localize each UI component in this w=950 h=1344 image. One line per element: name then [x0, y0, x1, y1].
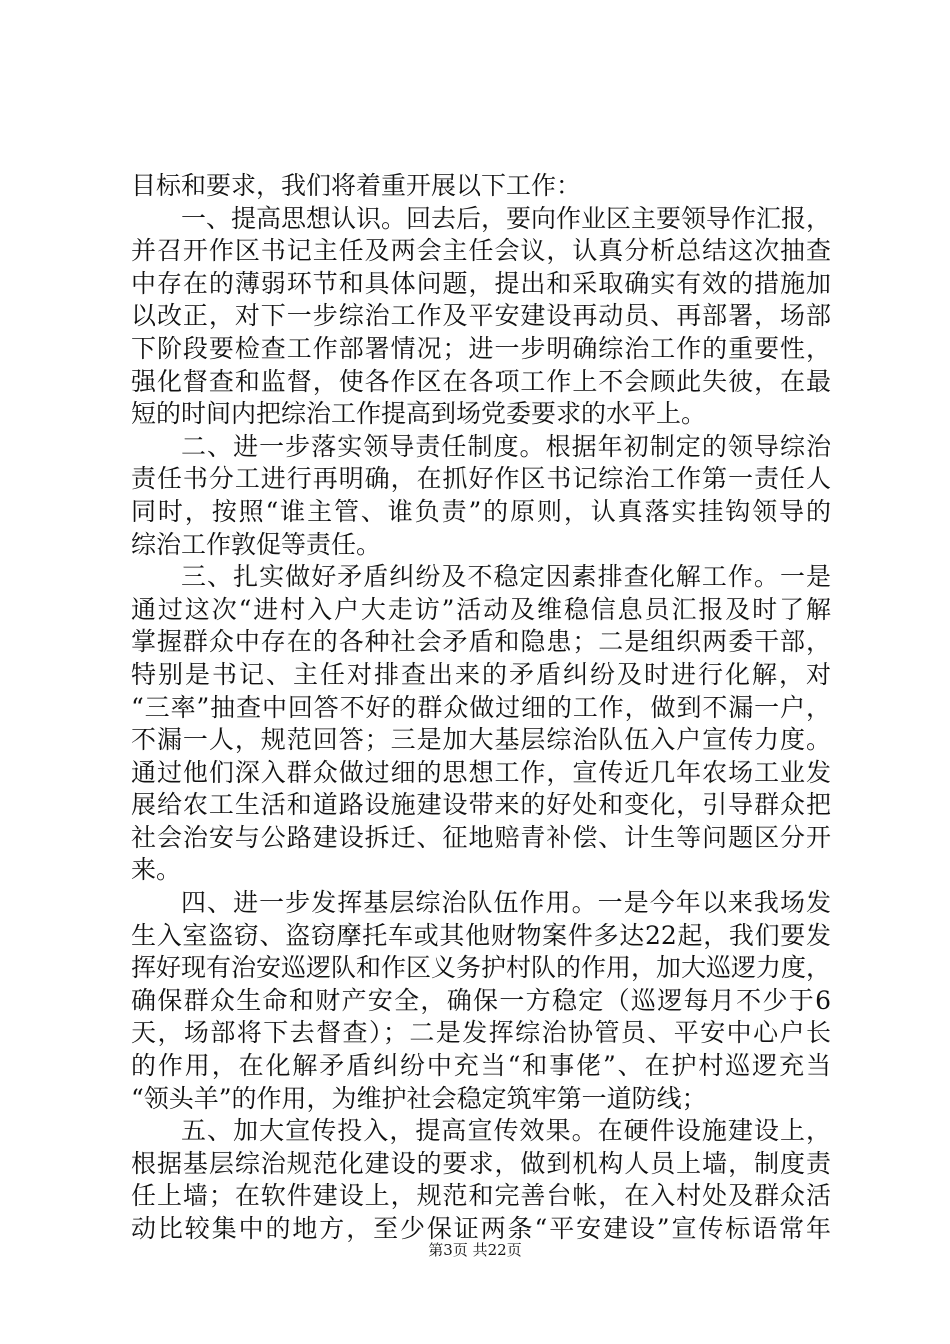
text-line: 下阶段要检查工作部署情况；进一步明确综治工作的重要性，	[131, 333, 831, 363]
text-line: 并召开作区书记主任及两会主任会议，认真分析总结这次抽查	[131, 236, 831, 266]
text-line: 特别是书记、主任对排查出来的矛盾纠纷及时进行化解，对	[131, 659, 831, 689]
text-line: 四、进一步发挥基层综治队伍作用。一是今年以来我场发	[181, 888, 831, 918]
text-line: 一、提高思想认识。回去后，要向作业区主要领导作汇报，	[181, 203, 832, 233]
text-line: 综治工作敦促等责任。	[131, 529, 382, 559]
text-line: 强化督查和监督，使各作区在各项工作上不会顾此失彼，在最	[131, 366, 831, 396]
text-line: 任上墙；在软件建设上，规范和完善台帐，在入村处及群众活	[131, 1181, 831, 1211]
text-line: 二、进一步落实领导责任制度。根据年初制定的领导综治	[181, 431, 831, 461]
text-line: 责任书分工进行再明确，在抓好作区书记综治工作第一责任人	[131, 464, 831, 494]
text-line: 的作用，在化解矛盾纠纷中充当“和事佬”、在护村巡逻充当	[131, 1051, 831, 1081]
text-line: 社会治安与公路建设拆迁、征地赔青补偿、计生等问题区分开	[131, 822, 831, 852]
text-line: 确保群众生命和财产安全，确保一方稳定（巡逻每月不少于6	[131, 985, 831, 1015]
text-line: 挥好现有治安巡逻队和作区义务护村队的作用，加大巡逻力度，	[131, 953, 832, 983]
text-line: 短的时间内把综治工作提高到场党委要求的水平上。	[131, 399, 707, 429]
text-line: 同时，按照“谁主管、谁负责”的原则，认真落实挂钩领导的	[131, 496, 831, 526]
text-line: 动比较集中的地方，至少保证两条“平安建设”宣传标语常年	[131, 1214, 831, 1243]
text-line: 不漏一人，规范回答；三是加大基层综治队伍入户宣传力度。	[131, 725, 831, 755]
text-line: 天，场部将下去督查）；二是发挥综治协管员、平安中心户长	[131, 1018, 831, 1048]
text-line: 掌握群众中存在的各种社会矛盾和隐患；二是组织两委干部，	[131, 627, 831, 657]
text-line: 以改正，对下一步综治工作及平安建设再动员、再部署，场部	[131, 301, 831, 331]
text-line: 来。	[131, 855, 182, 885]
text-line: 五、加大宣传投入，提高宣传效果。在硬件设施建设上，	[181, 1116, 831, 1146]
text-line: “三率”抽查中回答不好的群众做过细的工作，做到不漏一户，	[131, 692, 831, 722]
text-line: 通过这次“进村入户大走访”活动及维稳信息员汇报及时了解	[131, 594, 831, 624]
text-line: 展给农工生活和道路设施建设带来的好处和变化，引导群众把	[131, 790, 831, 820]
text-line: 三、扎实做好矛盾纠纷及不稳定因素排查化解工作。一是	[181, 562, 831, 592]
body-text	[131, 170, 831, 1246]
text-line: 根据基层综治规范化建设的要求，做到机构人员上墙，制度责	[131, 1148, 831, 1178]
text-line: 通过他们深入群众做过细的思想工作，宣传近几年农场工业发	[131, 757, 831, 787]
text-line: 生入室盗窃、盗窃摩托车或其他财物案件多达22起，我们要发	[131, 920, 831, 950]
text-line: 中存在的薄弱环节和具体问题，提出和采取确实有效的措施加	[131, 268, 831, 298]
text-line: 目标和要求，我们将着重开展以下工作：	[131, 171, 582, 200]
page-footer: 第3页 共22页	[428, 1241, 522, 1259]
text-line: “领头羊”的作用，为维护社会稳定筑牢第一道防线；	[131, 1083, 707, 1113]
